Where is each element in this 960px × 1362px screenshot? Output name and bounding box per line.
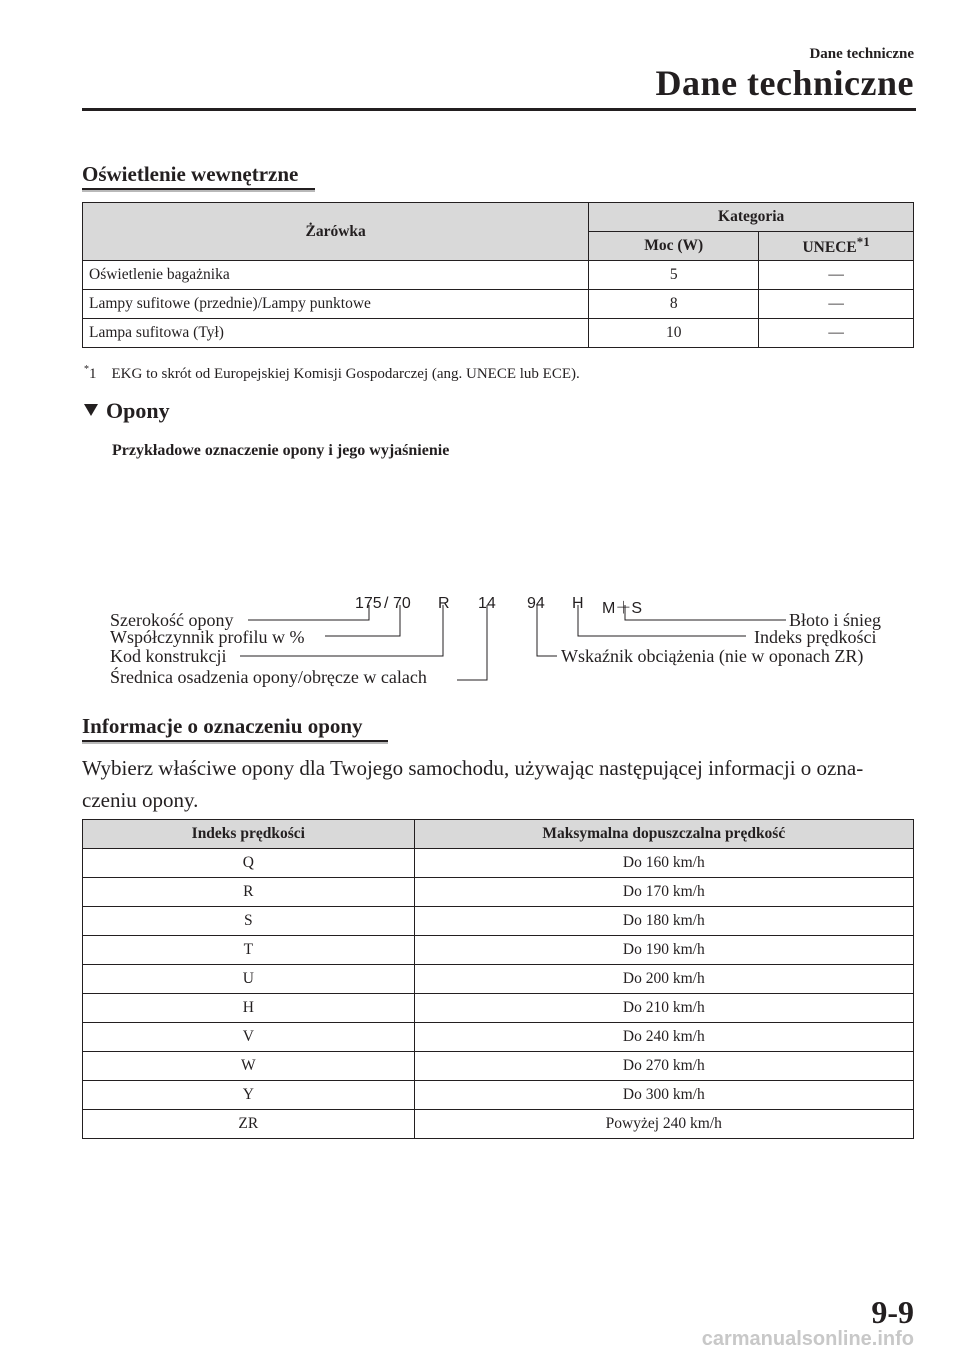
tire-info-paragraph-line: Wybierz właściwe opony dla Twojego samochodu, używając następującej informacji o ozna-: [82, 756, 864, 780]
footnote-text: EKG to skrót od Europejskiej Komisji Gospodarczej (ang. UNECE lub ECE).: [111, 366, 580, 382]
label-speed-index: Indeks prędkości: [754, 627, 877, 647]
table-row: [83, 936, 914, 965]
table-row: [83, 878, 914, 907]
speed-index: U: [83, 965, 415, 994]
col-header-power: Moc (W): [589, 232, 759, 261]
max-speed: Powyżej 240 km/h: [414, 1110, 913, 1139]
page-number: 9-9: [871, 1294, 914, 1330]
table-row: [83, 1110, 914, 1139]
tire-info-title-underline: [82, 740, 388, 742]
speed-index: H: [83, 994, 415, 1023]
tires-title: Opony: [106, 398, 170, 423]
speed-index: V: [83, 1023, 415, 1052]
max-speed: Do 180 km/h: [414, 907, 913, 936]
table-row: [83, 1023, 914, 1052]
bulb-power: 10: [589, 319, 759, 348]
table-row: [83, 849, 914, 878]
col-header-speed-index: Indeks prędkości: [83, 820, 415, 849]
header-rule: [82, 108, 916, 111]
interior-lighting-title: Oświetlenie wewnętrzne: [82, 162, 299, 186]
speed-index: ZR: [83, 1110, 415, 1139]
triangle-bullet-icon: [84, 404, 98, 416]
label-width: Szerokość opony: [110, 610, 234, 630]
max-speed: Do 200 km/h: [414, 965, 913, 994]
footnote-number: 1: [89, 366, 97, 382]
speed-index: S: [83, 907, 415, 936]
max-speed: Do 190 km/h: [414, 936, 913, 965]
col-header-max-speed: Maksymalna dopuszczalna prędkość: [414, 820, 913, 849]
bulb-name: Lampa sufitowa (Tył): [83, 319, 589, 348]
speed-index-table: [82, 819, 914, 1139]
max-speed: Do 160 km/h: [414, 849, 913, 878]
code-width: 175: [355, 595, 382, 612]
bulb-unece: ―: [759, 261, 914, 290]
bulb-power: 8: [589, 290, 759, 319]
interior-lighting-title-underline: [82, 188, 315, 190]
code-load: 94: [527, 595, 545, 612]
interior-lighting-table: [82, 202, 914, 348]
table-row: [83, 907, 914, 936]
bulb-power: 5: [589, 261, 759, 290]
label-mud-snow: Błoto i śnieg: [789, 610, 882, 630]
tire-example-subtitle: Przykładowe oznaczenie opony i jego wyjaśnienie: [112, 442, 450, 459]
code-slash: /: [384, 595, 389, 612]
unece-footnote-ref: *1: [856, 234, 870, 250]
watermark: carmanualsonline.info: [701, 1328, 914, 1350]
table-row: [83, 1052, 914, 1081]
speed-index: Q: [83, 849, 415, 878]
tire-info-paragraph-line: czeniu opony.: [82, 788, 199, 812]
label-aspect-ratio: Współczynnik profilu w %: [110, 627, 305, 647]
table-row: [83, 319, 914, 348]
speed-index: T: [83, 936, 415, 965]
bulb-name: Oświetlenie bagażnika: [83, 261, 589, 290]
speed-index: R: [83, 878, 415, 907]
table-row: [83, 261, 914, 290]
max-speed: Do 270 km/h: [414, 1052, 913, 1081]
code-ratio: 70: [393, 595, 411, 612]
table-row: [83, 1081, 914, 1110]
code-mud-snow: M＋S: [602, 600, 643, 617]
max-speed: Do 210 km/h: [414, 994, 913, 1023]
code-construction: R: [438, 595, 450, 612]
bulb-unece: ―: [759, 290, 914, 319]
col-header-unece: [759, 232, 914, 261]
tires-heading: [84, 398, 170, 424]
label-load-index: Wskaźnik obciążenia (nie w oponach ZR): [561, 646, 864, 666]
col-header-bulb: Żarówka: [83, 203, 589, 261]
tire-code-diagram: [0, 590, 960, 700]
table-row: [83, 290, 914, 319]
label-rim-diameter: Średnica osadzenia opony/obręcze w calach: [110, 667, 427, 687]
max-speed: Do 170 km/h: [414, 878, 913, 907]
code-rim: 14: [478, 595, 496, 612]
speed-index: W: [83, 1052, 415, 1081]
label-construction: Kod konstrukcji: [110, 646, 227, 666]
header-section-title: Dane techniczne: [655, 63, 914, 103]
tire-info-title: Informacje o oznaczeniu opony: [82, 714, 363, 738]
speed-index: Y: [83, 1081, 415, 1110]
table-row: [83, 994, 914, 1023]
table-row: [83, 965, 914, 994]
max-speed: Do 240 km/h: [414, 1023, 913, 1052]
unece-label: UNECE: [802, 239, 857, 257]
footnote: [84, 364, 580, 383]
bulb-name: Lampy sufitowe (przednie)/Lampy punktowe: [83, 290, 589, 319]
col-header-category: Kategoria: [589, 203, 914, 232]
tire-info-paragraph: [82, 752, 916, 816]
code-speed: H: [572, 595, 584, 612]
header-section-label: Dane techniczne: [809, 46, 914, 62]
max-speed: Do 300 km/h: [414, 1081, 913, 1110]
bulb-unece: ―: [759, 319, 914, 348]
footnote-mark: *: [84, 364, 89, 375]
